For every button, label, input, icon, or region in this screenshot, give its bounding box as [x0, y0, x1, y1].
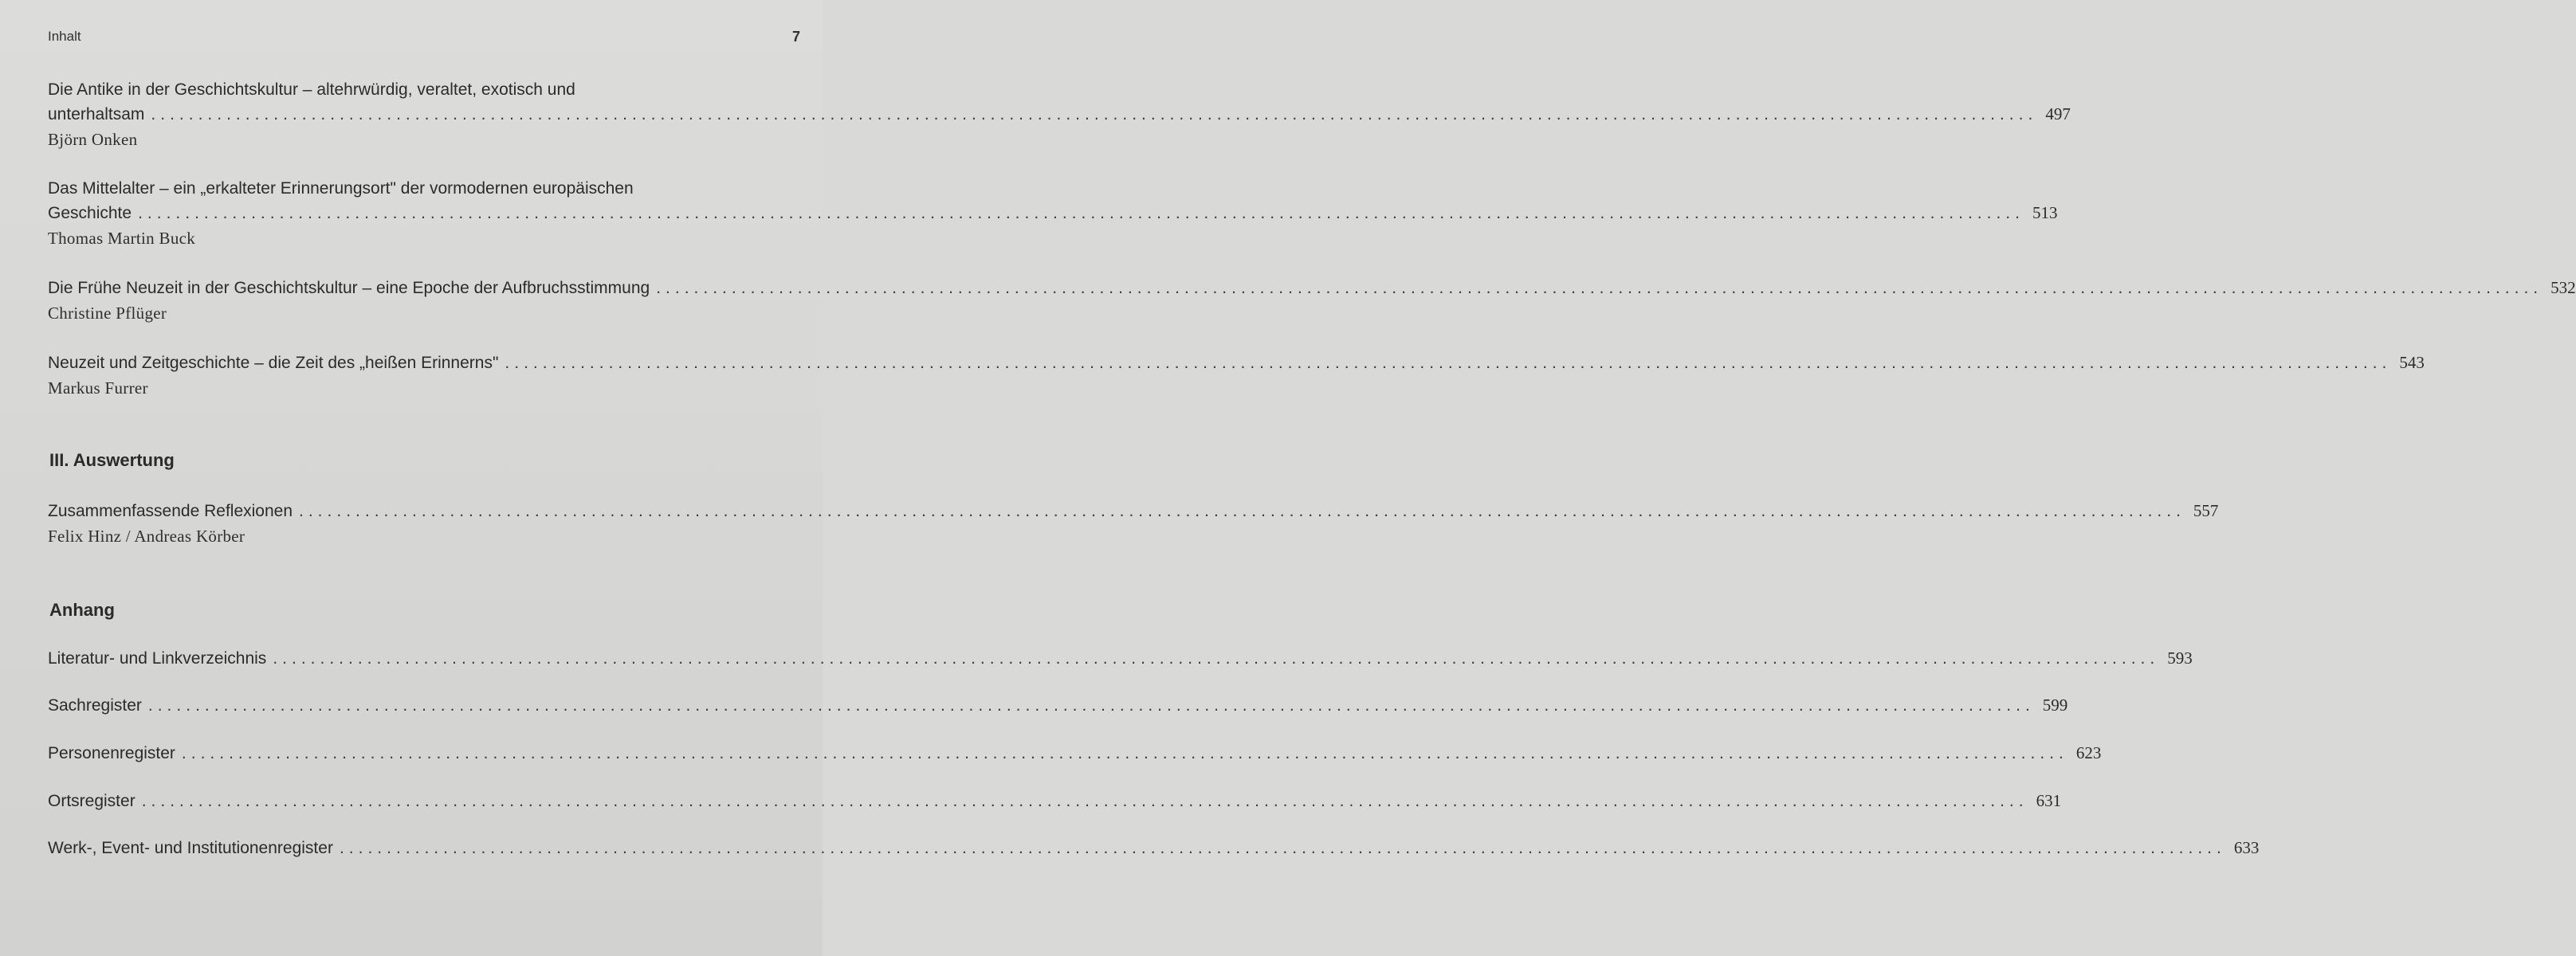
toc-entry: [48, 789, 2062, 813]
toc-row: [48, 789, 2062, 813]
page-ref: 631: [2036, 791, 2062, 810]
toc-row: [48, 693, 2068, 718]
toc-row: [48, 276, 2576, 300]
entry-author: Thomas Martin Buck: [48, 229, 196, 248]
dot-leader: ........................................................................................................................................................................................................: [505, 354, 2392, 372]
entry-author: Felix Hinz / Andreas Körber: [48, 527, 245, 546]
toc-row: [48, 499, 2219, 523]
dot-leader: ........................................................................................................................................................................................................: [181, 744, 2068, 762]
toc-row: [48, 741, 2102, 766]
entry-author: Christine Pflüger: [48, 304, 167, 323]
entry-title-line: Sachregister: [48, 696, 142, 715]
entry-title-line: Ortsregister: [48, 792, 135, 810]
entry-title-line: Personenregister: [48, 744, 175, 762]
page-ref: 557: [2193, 501, 2219, 520]
entry-title-line: Literatur- und Linkverzeichnis: [48, 649, 267, 668]
toc-row: [48, 646, 2193, 671]
page-ref: 633: [2233, 838, 2260, 857]
page-number: 7: [791, 29, 800, 45]
entry-title-line: Neuzeit und Zeitgeschichte – die Zeit des „heißen Erinnerns": [48, 354, 499, 372]
page-ref: 497: [2045, 104, 2071, 123]
dot-leader: ........................................................................................................................................................................................................: [151, 105, 2038, 123]
toc-entry: [48, 836, 2260, 860]
dot-leader: ........................................................................................................................................................................................................: [147, 696, 2035, 715]
dot-leader: ........................................................................................................................................................................................................: [273, 649, 2160, 668]
page-ref: 513: [2032, 203, 2058, 222]
toc-row: [48, 102, 2071, 127]
page-ref: 599: [2042, 695, 2068, 715]
section-heading: Anhang: [49, 600, 115, 620]
section-heading: III. Auswertung: [49, 450, 175, 470]
toc-row: [48, 836, 2260, 860]
toc-row: [48, 351, 2425, 375]
entry-author: Björn Onken: [48, 130, 138, 149]
toc-entry: [48, 693, 2068, 718]
dot-leader: ........................................................................................................................................................................................................: [299, 502, 2185, 520]
page-ref: 532: [2550, 278, 2576, 297]
dot-leader: ........................................................................................................................................................................................................: [656, 279, 2543, 297]
toc-entry: [48, 276, 2576, 326]
entry-title-line: Zusammenfassende Reflexionen: [48, 502, 293, 520]
entry-title-line: unterhaltsam: [48, 105, 145, 123]
entry-title-line: Werk-, Event- und Institutionenregister: [48, 839, 333, 857]
page-ref: 623: [2075, 743, 2102, 762]
dot-leader: ........................................................................................................................................................................................................: [141, 792, 2028, 810]
toc-entry: [48, 77, 2071, 152]
entry-title-line: Die Frühe Neuzeit in der Geschichtskultur – eine Epoche der Aufbruchsstimmung: [48, 279, 650, 297]
entry-title-line: Die Antike in der Geschichtskultur – altehrwürdig, veraltet, exotisch und: [48, 80, 575, 99]
page-ref: 593: [2167, 648, 2193, 668]
entry-title-line: Das Mittelalter – ein „erkalteter Erinnerungsort" der vormodernen europäischen: [48, 179, 634, 198]
page-ref: 543: [2399, 353, 2425, 372]
entry-author: Markus Furrer: [48, 378, 148, 398]
toc-entry: [48, 351, 2425, 401]
toc-entry: [48, 499, 2219, 549]
toc-row: [48, 201, 2058, 225]
dot-leader: ........................................................................................................................................................................................................: [138, 204, 2024, 222]
running-head: Inhalt: [48, 29, 81, 44]
toc-entry: [48, 176, 2058, 251]
entry-title-line: Geschichte: [48, 204, 132, 222]
toc-entry: [48, 741, 2102, 766]
toc-entry: [48, 646, 2193, 671]
dot-leader: ........................................................................................................................................................................................................: [339, 839, 2226, 857]
